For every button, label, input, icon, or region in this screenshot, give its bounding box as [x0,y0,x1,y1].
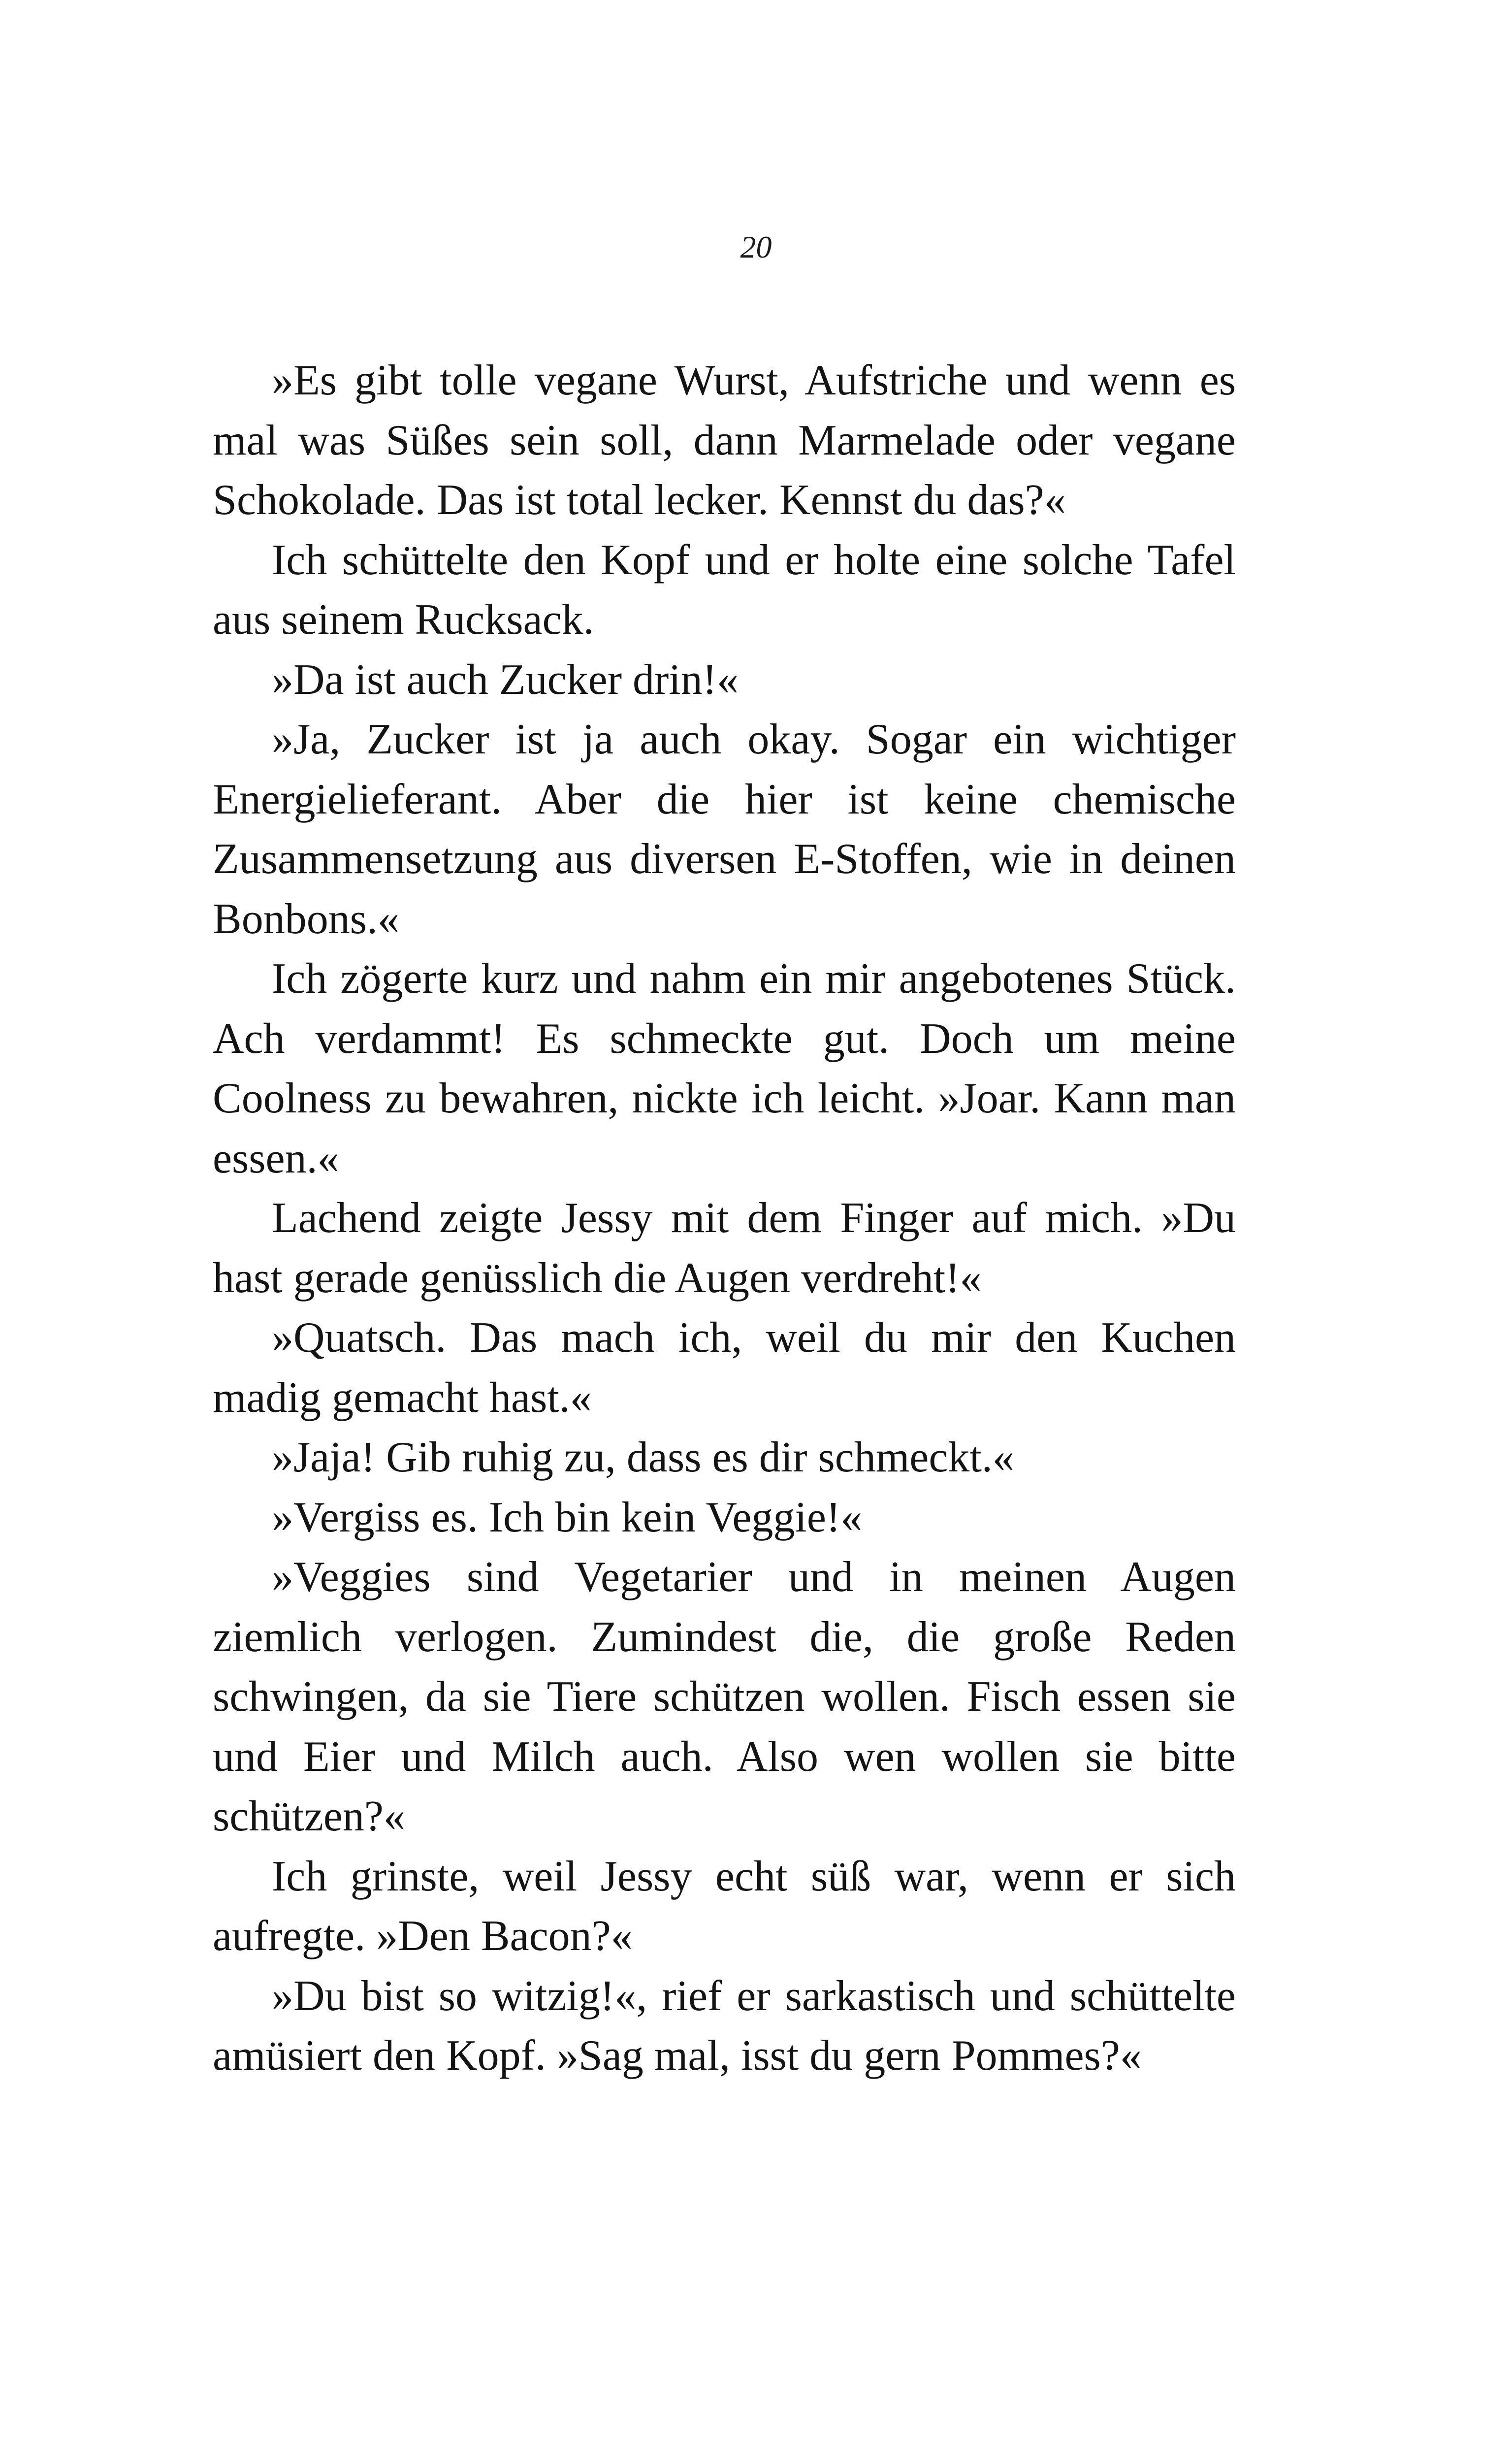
paragraph-12: »Du bist so witzig!«, rief er sarkastisch und schüttelte amüsiert den Kopf. »Sag mal, isst du gern Pommes?« [213,1972,1236,2080]
paragraph-2: Ich schüttelte den Kopf und er holte eine solche Tafel aus seinem Rucksack. [213,536,1236,644]
paragraph-10: »Veggies sind Vegetarier und in meinen Augen ziemlich verlogen. Zumindest die, die große Reden schwingen, da sie Tiere schützen wollen. Fisch essen sie und Eier und Milch auch. Also wen wollen sie bitte schützen?« [213,1553,1236,1840]
paragraph-1: »Es gibt tolle vegane Wurst, Aufstriche und wenn es mal was Süßes sein soll, dann Marmelade oder vegane Schokolade. Das ist total lecker. Kennst du das?« [213,357,1236,524]
paragraph-8: »Jaja! Gib ruhig zu, dass es dir schmeckt.« [272,1433,1014,1481]
paragraph-11: Ich grinste, weil Jessy echt süß war, wenn er sich aufregte. »Den Bacon?« [213,1852,1236,1960]
paragraph-6: Lachend zeigte Jessy mit dem Finger auf mich. »Du hast gerade genüsslich die Augen verdreht!« [213,1194,1236,1302]
body-text [213,351,1236,2086]
paragraph-9: »Vergiss es. Ich bin kein Veggie!« [272,1493,863,1541]
paragraph-4: »Ja, Zucker ist ja auch okay. Sogar ein wichtiger Energielieferant. Aber die hier ist keine chemische Zusammensetzung aus diversen E-Stoffen, wie in deinen Bonbons.« [213,716,1236,943]
paragraph-5: Ich zögerte kurz und nahm ein mir angebotenes Stück. Ach verdammt! Es schmeckte gut. Doch um meine Coolness zu bewahren, nickte ich leicht. »Joar. Kann man essen.« [213,955,1236,1182]
paragraph-7: »Quatsch. Das mach ich, weil du mir den Kuchen madig gemacht hast.« [213,1314,1236,1422]
page-number: 20 [740,229,772,264]
paragraph-3: »Da ist auch Zucker drin!« [272,655,739,704]
